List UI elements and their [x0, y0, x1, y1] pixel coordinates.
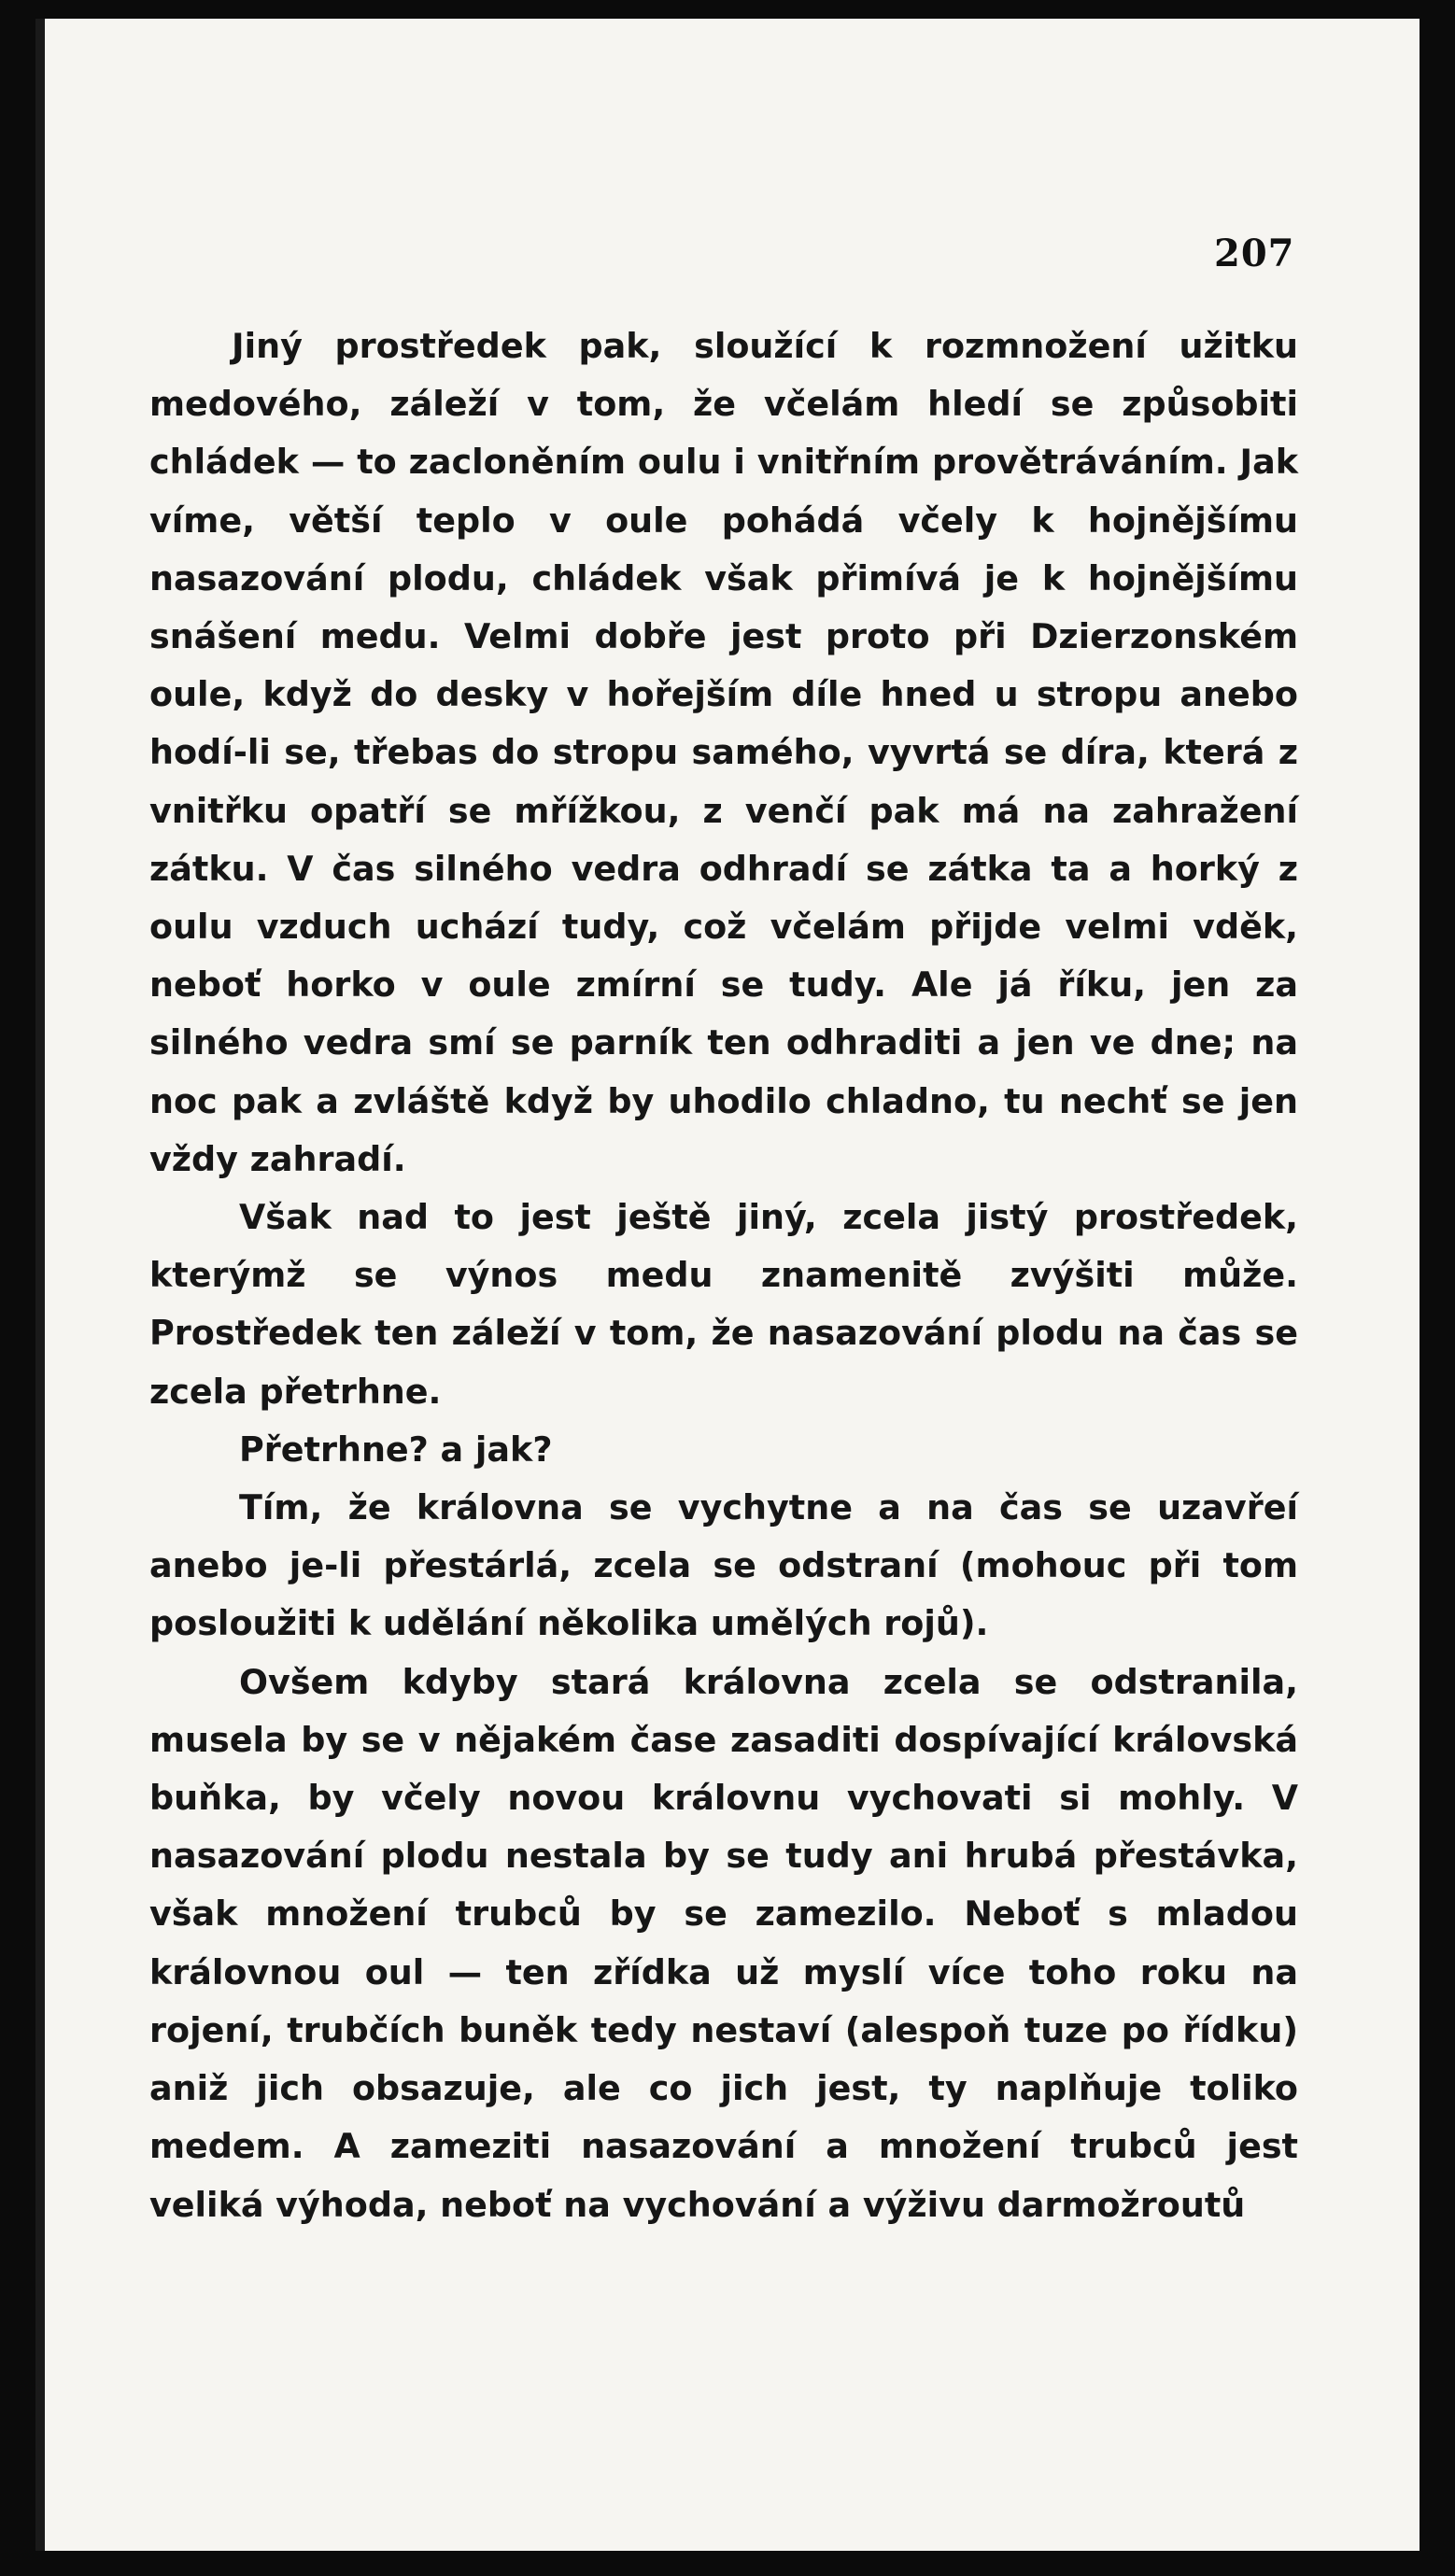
page-number: 207 — [1214, 232, 1295, 275]
paragraph-3: Přetrhne? a jak? — [239, 1429, 553, 1470]
body-text — [149, 317, 1298, 2234]
paragraph-5: Ovšem kdyby stará královna zcela se odstranila, musela by se v nějakém čase zasaditi dospívající královská buňka, by včely novou královnu vychovati si mohly. V nasazování plodu nestala by se tudy ani hrubá přestávka, však množení trubců by se zamezilo. Neboť s mladou královnou oul — ten zřídka už myslí více toho roku na rojení, trubčích buněk tedy nestaví (alespoň tuze po řídku) aniž jich obsazuje, ale co jich jest, ty naplňuje toliko medem. A zameziti nasazování a množení trubců jest veliká výhoda, neboť na vychování a výživu darmožroutů — [149, 1661, 1298, 2225]
paragraph-1: Jiný prostředek pak, sloužící k rozmnožení užitku medového, záleží v tom, že včelám hledí se způsobiti chládek — to zacloněním oulu i vnitřním provětráváním. Jak víme, větší teplo v oule pohádá včely k hojnějšímu nasazování plodu, chládek však přimívá je k hojnějšímu snášení medu. Velmi dobře jest proto při Dzierzonském oule, když do desky v hořejším díle hned u stropu anebo hodí-li se, třebas do stropu samého, vyvrtá se díra, která z vnitřku opatří se mřížkou, z venčí pak má na zahražení zátku. V čas silného vedra odhradí se zátka ta a horký z oulu vzduch uchází tudy, což včelám přijde velmi vděk, neboť horko v oule zmírní se tudy. Ale já říku, jen za silného vedra smí se parník ten odhraditi a jen ve dne; na noc pak a zvláště když by uhodilo chladno, tu nechť se jen vždy zahradí. — [149, 326, 1298, 1179]
paragraph-2: Však nad to jest ještě jiný, zcela jistý prostředek, kterýmž se výnos medu znamenitě zvýšiti může. Prostředek ten záleží v tom, že nasazování plodu na čas se zcela přetrhne. — [149, 1197, 1298, 1412]
paragraph-4: Tím, že královna se vychytne a na čas se uzavřeí anebo je-li přestárlá, zcela se odstraní (mohouc při tom posloužiti k udělání několika umělých rojů). — [149, 1487, 1298, 1644]
book-page — [35, 19, 1420, 2551]
